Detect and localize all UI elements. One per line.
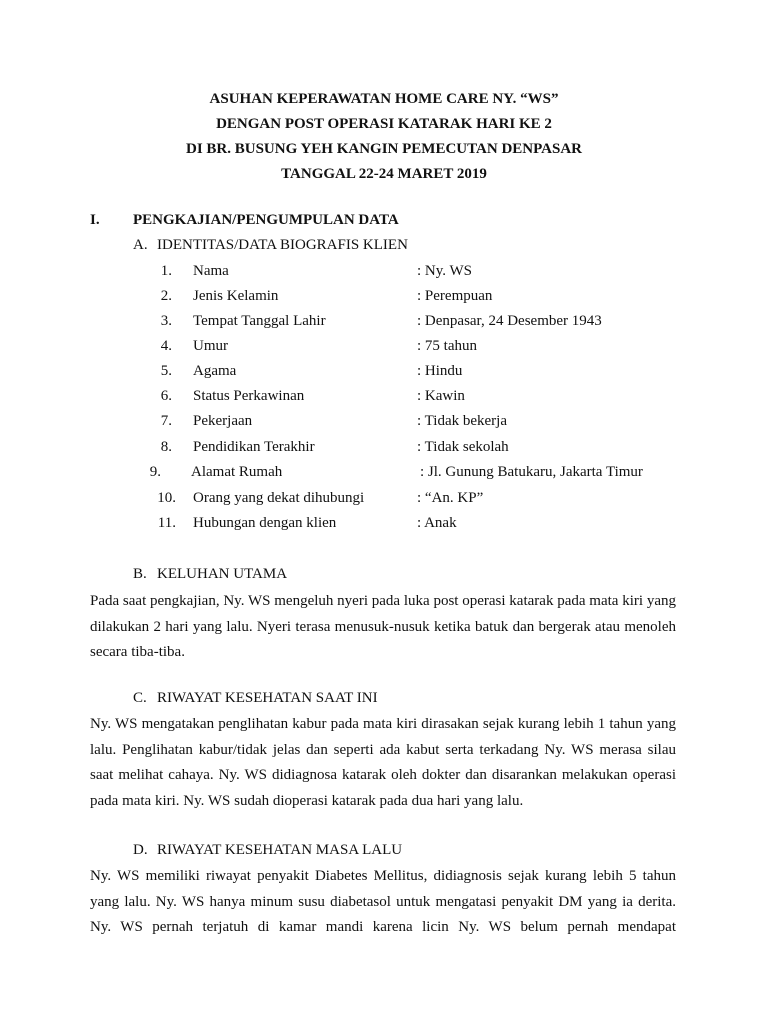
row-number: 5. <box>160 363 172 379</box>
document-title <box>0 87 768 187</box>
section-heading: PENGKAJIAN/PENGUMPULAN DATA <box>133 212 399 228</box>
row-number: 9. <box>149 464 161 480</box>
paragraph-riwayat-lalu: Ny. WS memiliki riwayat penyakit Diabetes Mellitus, didiagnosis sejak kurang lebih 5 tahun yang lalu. Ny. WS hanya minum susu diabetasol untuk mengatasi penyakit DM yang ia derita. Ny. WS pernah terjatuh di kamar mandi karena licin Ny. WS belum pernah mendapat <box>90 868 676 935</box>
row-value: : Perempuan <box>417 288 493 304</box>
row-value: : Tidak sekolah <box>417 439 509 455</box>
row-label: Umur <box>193 338 228 354</box>
subsection-heading-identitas: IDENTITAS/DATA BIOGRAFIS KLIEN <box>157 237 408 253</box>
subsection-heading-riwayat-lalu: RIWAYAT KESEHATAN MASA LALU <box>157 842 403 858</box>
identity-row <box>0 313 768 335</box>
paragraph-riwayat-kini: Ny. WS mengatakan penglihatan kabur pada mata kiri dirasakan sejak kurang lebih 1 tahun yang lalu. Penglihatan kabur/tidak jelas dan seperti ada kabut serta terkadang Ny. WS merasa silau saat melihat cahaya. Ny. WS didiagnosa katarak oleh dokter dan disarankan melakukan operasi pada mata kiri. Ny. WS sudah dioperasi katarak pada dua hari yang lalu. <box>90 716 676 809</box>
row-number: 8. <box>160 439 172 455</box>
row-label: Alamat Rumah <box>191 464 283 480</box>
row-label: Pekerjaan <box>193 413 253 429</box>
title-line-4: TANGGAL 22-24 MARET 2019 <box>281 166 487 182</box>
row-label: Nama <box>193 263 229 279</box>
row-number: 4. <box>160 338 172 354</box>
subsection-heading-riwayat-kini: RIWAYAT KESEHATAN SAAT INI <box>157 690 378 706</box>
row-number: 6. <box>160 388 172 404</box>
row-number: 10. <box>157 490 176 506</box>
paragraph-keluhan: Pada saat pengkajian, Ny. WS mengeluh nyeri pada luka post operasi katarak pada mata kiri yang dilakukan 2 hari yang lalu. Nyeri terasa menusuk-nusuk ketika batuk dan bergerak atau menoleh secara tiba-tiba. <box>90 593 676 660</box>
row-value: : Kawin <box>417 388 465 404</box>
row-label: Jenis Kelamin <box>193 288 279 304</box>
row-label: Hubungan dengan klien <box>193 515 337 531</box>
row-value: : “An. KP” <box>417 490 484 506</box>
identity-row <box>0 388 768 410</box>
title-line-2: DENGAN POST OPERASI KATARAK HARI KE 2 <box>216 116 552 132</box>
row-label: Tempat Tanggal Lahir <box>193 313 326 329</box>
row-value: : Ny. WS <box>417 263 473 279</box>
row-number: 1. <box>160 263 172 279</box>
identity-row <box>0 490 768 512</box>
row-label: Agama <box>193 363 237 379</box>
subsection-letter-b: B. <box>133 566 147 582</box>
row-value: : Denpasar, 24 Desember 1943 <box>417 313 602 329</box>
row-value: : Anak <box>417 515 457 531</box>
subsection-letter-c: C. <box>133 690 147 706</box>
title-line-1: ASUHAN KEPERAWATAN HOME CARE NY. “WS” <box>209 91 559 107</box>
row-value: : Jl. Gunung Batukaru, Jakarta Timur <box>420 464 643 480</box>
identity-row <box>0 288 768 310</box>
subsection-heading-keluhan: KELUHAN UTAMA <box>157 566 288 582</box>
identity-row <box>0 515 768 537</box>
row-number: 11. <box>157 515 176 531</box>
row-value: : 75 tahun <box>417 338 477 354</box>
row-number: 7. <box>160 413 172 429</box>
subsection-letter-d: D. <box>133 842 148 858</box>
identity-row <box>0 464 768 486</box>
row-label: Status Perkawinan <box>193 388 305 404</box>
identity-row <box>0 338 768 360</box>
row-number: 3. <box>160 313 172 329</box>
identity-row <box>0 413 768 435</box>
title-line-3: DI BR. BUSUNG YEH KANGIN PEMECUTAN DENPASAR <box>186 141 582 157</box>
identity-row <box>0 439 768 461</box>
row-number: 2. <box>160 288 172 304</box>
row-label: Orang yang dekat dihubungi <box>193 490 365 506</box>
row-label: Pendidikan Terakhir <box>193 439 315 455</box>
identity-row <box>0 363 768 385</box>
row-value: : Hindu <box>417 363 463 379</box>
identity-row <box>0 263 768 285</box>
section-number: I. <box>90 212 100 228</box>
row-value: : Tidak bekerja <box>417 413 507 429</box>
subsection-letter-a: A. <box>133 237 148 253</box>
